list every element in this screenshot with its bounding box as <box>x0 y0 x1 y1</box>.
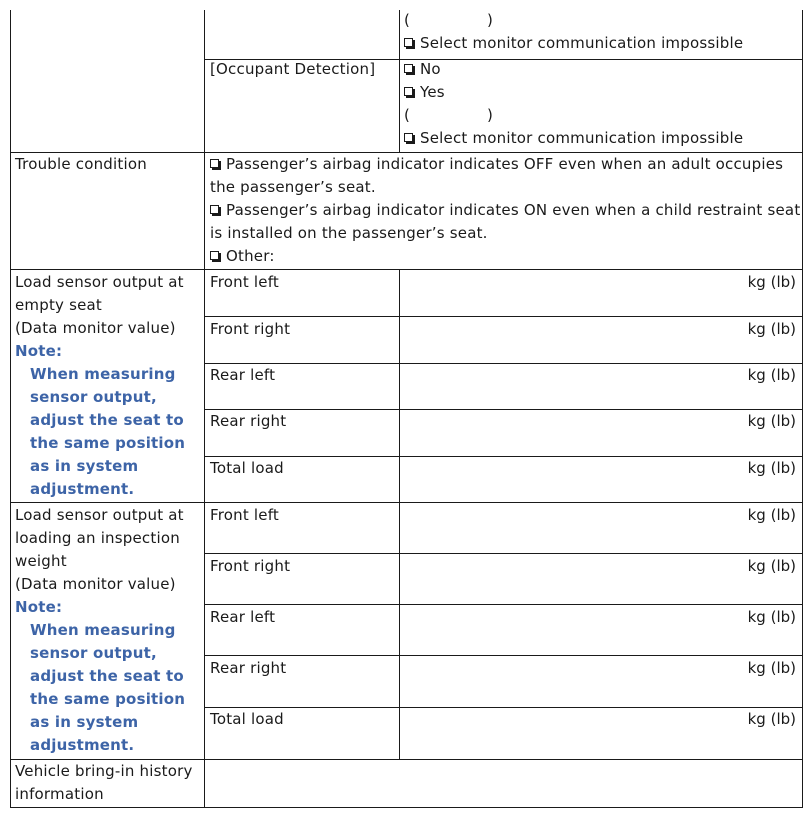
checkbox-option-select-impossible[interactable] <box>404 32 743 55</box>
option-label: Passenger’s airbag indicator indicates ON even when a child restraint seat <box>226 201 801 219</box>
option-label-continued: is installed on the passenger’s seat. <box>210 224 488 242</box>
section-label-line: weight <box>15 552 67 570</box>
occupant-detection-label: [Occupant Detection] <box>210 60 376 78</box>
option-label: No <box>420 60 441 78</box>
option-label-continued: the passenger’s seat. <box>210 178 376 196</box>
option-label: Select monitor communication impossible <box>420 129 744 147</box>
checkbox-option-select-impossible[interactable] <box>404 127 743 150</box>
section-label-line: Load sensor output at <box>15 506 184 524</box>
grid-row-line <box>204 363 803 364</box>
value-entry-field[interactable]: kg (lb) <box>747 608 796 626</box>
checkbox-option-indicator-off[interactable] <box>210 153 783 176</box>
position-label-total-load: Total load <box>210 459 284 477</box>
grid-col2-divider-top <box>399 10 400 153</box>
position-label-rear-left: Rear left <box>210 366 276 384</box>
checkbox-icon[interactable] <box>404 64 413 73</box>
value-entry-field[interactable]: kg (lb) <box>747 320 796 338</box>
section-label-line: (Data monitor value) <box>15 319 176 337</box>
checkbox-icon[interactable] <box>210 205 219 214</box>
option-label: Passenger’s airbag indicator indicates OFF even when an adult occupies <box>226 155 784 173</box>
blank-paren-open: ( <box>404 11 411 29</box>
trouble-condition-label: Trouble condition <box>15 155 147 173</box>
history-entry-area[interactable] <box>206 761 801 806</box>
grid-row-line <box>204 456 803 457</box>
value-entry-field[interactable]: kg (lb) <box>747 412 796 430</box>
grid-row-line <box>10 269 803 270</box>
option-label: Other: <box>226 247 275 265</box>
note-text: sensor output, <box>30 388 157 406</box>
note-text: the same position <box>30 434 186 452</box>
history-label-line: Vehicle bring-in history <box>15 762 193 780</box>
note-text: When measuring <box>30 365 176 383</box>
note-text: When measuring <box>30 621 176 639</box>
value-entry-field[interactable]: kg (lb) <box>747 659 796 677</box>
note-text: adjust the seat to <box>30 411 184 429</box>
note-text: adjustment. <box>30 736 135 754</box>
blank-paren-close: ) <box>487 106 494 124</box>
checkbox-icon[interactable] <box>210 159 219 168</box>
grid-row-line <box>204 553 803 554</box>
checkbox-icon[interactable] <box>404 133 413 142</box>
option-label: Yes <box>420 83 445 101</box>
value-entry-field[interactable]: kg (lb) <box>747 366 796 384</box>
option-label: Select monitor communication impossible <box>420 34 744 52</box>
value-entry-field[interactable]: kg (lb) <box>747 273 796 291</box>
note-text: sensor output, <box>30 644 157 662</box>
checkbox-icon[interactable] <box>210 251 219 260</box>
blank-paren-close: ) <box>487 11 494 29</box>
note-text: adjustment. <box>30 480 135 498</box>
note-text: as in system <box>30 457 139 475</box>
value-entry-field[interactable]: kg (lb) <box>747 710 796 728</box>
section-label-line: (Data monitor value) <box>15 575 176 593</box>
checkbox-option-indicator-on[interactable] <box>210 199 800 222</box>
note-title: Note: <box>15 598 63 616</box>
section-label-line: empty seat <box>15 296 103 314</box>
grid-row-line <box>204 409 803 410</box>
note-title: Note: <box>15 342 63 360</box>
checkbox-icon[interactable] <box>404 38 413 47</box>
position-label-rear-right: Rear right <box>210 659 287 677</box>
position-label-front-left: Front left <box>210 506 280 524</box>
checkbox-option-yes[interactable] <box>404 81 445 104</box>
checkbox-option-no[interactable] <box>404 58 441 81</box>
grid-row-line <box>10 502 803 503</box>
grid-left-border <box>10 10 11 808</box>
position-label-total-load: Total load <box>210 710 284 728</box>
grid-col2-divider-loads <box>399 270 400 760</box>
checkbox-option-other[interactable] <box>210 245 275 268</box>
checkbox-icon[interactable] <box>404 87 413 96</box>
value-entry-field[interactable]: kg (lb) <box>747 557 796 575</box>
value-entry-field[interactable]: kg (lb) <box>747 506 796 524</box>
grid-bottom-border <box>10 807 803 808</box>
position-label-rear-right: Rear right <box>210 412 287 430</box>
grid-row-line <box>204 604 803 605</box>
section-label-line: loading an inspection <box>15 529 180 547</box>
grid-row-line <box>204 316 803 317</box>
grid-row-line <box>204 707 803 708</box>
note-text: the same position <box>30 690 186 708</box>
history-label-line: information <box>15 785 104 803</box>
note-text: adjust the seat to <box>30 667 184 685</box>
position-label-front-right: Front right <box>210 320 291 338</box>
position-label-rear-left: Rear left <box>210 608 276 626</box>
blank-paren-open: ( <box>404 106 411 124</box>
section-label-line: Load sensor output at <box>15 273 184 291</box>
position-label-front-right: Front right <box>210 557 291 575</box>
value-entry-field[interactable]: kg (lb) <box>747 459 796 477</box>
position-label-front-left: Front left <box>210 273 280 291</box>
grid-row-line <box>204 655 803 656</box>
note-text: as in system <box>30 713 139 731</box>
